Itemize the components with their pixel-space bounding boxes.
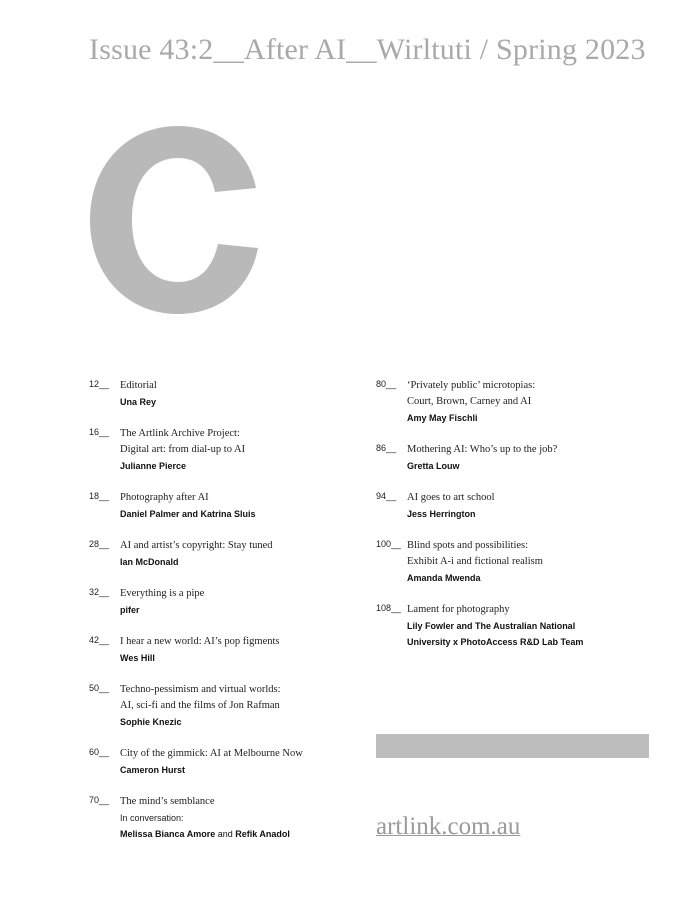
article-author: Julianne Pierce bbox=[120, 461, 187, 471]
page-number: 94__ bbox=[376, 491, 397, 501]
article-title: The Artlink Archive Project: Digital art: from dial-up to AI bbox=[120, 428, 246, 455]
toc-entry[interactable] bbox=[376, 490, 656, 522]
toc-entry[interactable] bbox=[89, 682, 359, 730]
article-title: Blind spots and possibilities: Exhibit A-i and fictional realism bbox=[407, 540, 543, 567]
toc-entry[interactable] bbox=[89, 586, 359, 618]
toc-entry[interactable] bbox=[89, 490, 359, 522]
page-number: 12__ bbox=[89, 379, 110, 389]
page-number: 100__ bbox=[376, 539, 402, 549]
article-author: Wes Hill bbox=[120, 653, 155, 663]
author-conjunction: and bbox=[215, 829, 236, 839]
page-number: 32__ bbox=[89, 587, 110, 597]
toc-entry[interactable] bbox=[89, 426, 359, 474]
article-author: Sophie Knezic bbox=[120, 717, 182, 727]
page-number: 80__ bbox=[376, 379, 397, 389]
page-number: 86__ bbox=[376, 443, 397, 453]
grey-divider-bar bbox=[376, 734, 649, 758]
toc-right-column bbox=[376, 378, 656, 666]
toc-entry[interactable] bbox=[376, 442, 656, 474]
toc-entry[interactable] bbox=[89, 746, 359, 778]
toc-entry[interactable] bbox=[89, 378, 359, 410]
article-title: Techno-pessimism and virtual worlds: AI, sci-fi and the films of Jon Rafman bbox=[120, 684, 281, 711]
article-author: Amy May Fischli bbox=[407, 413, 478, 423]
page-number: 16__ bbox=[89, 427, 110, 437]
article-title: Lament for photography bbox=[407, 604, 510, 615]
toc-entry[interactable] bbox=[376, 602, 656, 650]
toc-entry[interactable] bbox=[376, 538, 656, 586]
issue-header: Issue 43:2__After AI__Wirltuti / Spring 2023 bbox=[89, 33, 646, 66]
toc-left-column bbox=[89, 378, 359, 858]
logo-c-icon bbox=[88, 120, 268, 320]
article-author: Gretta Louw bbox=[407, 461, 460, 471]
toc-entry[interactable] bbox=[376, 378, 656, 426]
article-title: AI and artist’s copyright: Stay tuned bbox=[120, 540, 273, 551]
article-title: City of the gimmick: AI at Melbourne Now bbox=[120, 748, 303, 759]
page-number: 42__ bbox=[89, 635, 110, 645]
page-number: 70__ bbox=[89, 795, 110, 805]
article-title: The mind’s semblance bbox=[120, 796, 215, 807]
article-author: Jess Herrington bbox=[407, 509, 476, 519]
article-author: pifer bbox=[120, 605, 140, 615]
page-number: 108__ bbox=[376, 603, 402, 613]
page-number: 18__ bbox=[89, 491, 110, 501]
page-number: 60__ bbox=[89, 747, 110, 757]
website-link[interactable]: artlink.com.au bbox=[376, 813, 521, 840]
article-author: Ian McDonald bbox=[120, 557, 179, 567]
article-title: Photography after AI bbox=[120, 492, 209, 503]
article-title: Mothering AI: Who’s up to the job? bbox=[407, 444, 558, 455]
page-number: 50__ bbox=[89, 683, 110, 693]
article-title: Everything is a pipe bbox=[120, 588, 205, 599]
article-author: Daniel Palmer and Katrina Sluis bbox=[120, 509, 256, 519]
article-author: Una Rey bbox=[120, 397, 157, 407]
author-name: Refik Anadol bbox=[235, 829, 290, 839]
article-author: Lily Fowler and The Australian National University x PhotoAccess R&D Lab Team bbox=[407, 621, 584, 647]
article-subtitle: In conversation: bbox=[120, 813, 184, 823]
article-title: ‘Privately public’ microtopias: Court, Brown, Carney and AI bbox=[407, 380, 536, 407]
article-title: I hear a new world: AI’s pop figments bbox=[120, 636, 280, 647]
toc-entry[interactable] bbox=[89, 634, 359, 666]
toc-entry[interactable] bbox=[89, 538, 359, 570]
article-author: Cameron Hurst bbox=[120, 765, 186, 775]
page-number: 28__ bbox=[89, 539, 110, 549]
author-name: Melissa Bianca Amore bbox=[120, 829, 216, 839]
article-title: Editorial bbox=[120, 380, 157, 391]
article-author: Amanda Mwenda bbox=[407, 573, 481, 583]
article-title: AI goes to art school bbox=[407, 492, 495, 503]
article-author bbox=[120, 826, 359, 842]
toc-entry[interactable] bbox=[89, 794, 359, 842]
